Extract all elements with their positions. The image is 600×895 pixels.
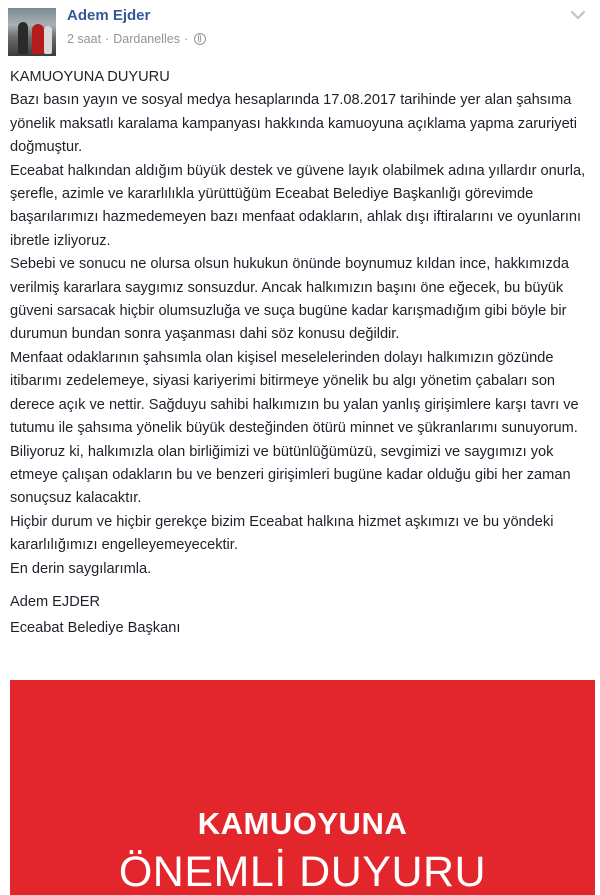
post-heading: KAMUOYUNA DUYURU: [10, 69, 170, 85]
signature-block: [10, 589, 594, 641]
attached-image[interactable]: [10, 680, 595, 895]
post-body: [10, 66, 594, 641]
globe-icon[interactable]: [194, 33, 206, 45]
meta-separator: ·: [105, 32, 110, 46]
post-paragraph: En derin saygılarımla.: [10, 560, 152, 577]
author-name-link[interactable]: Adem Ejder: [67, 7, 151, 24]
post-paragraph: Eceabat halkından aldığım büyük destek ve güvene layık olabilmek adına yıllardır onurla, şerefle, azimle ve kararlılıkla yürüttüğüm Eceabat Belediye Başkanlığı görevimde başarılarımızı hazmedemeyen bazı menfaat odakların, ahlak dışı iftiralarını ve oyunlarını ibretle izliyoruz.: [10, 162, 586, 249]
post-time[interactable]: 2 saat: [67, 32, 102, 46]
chevron-down-icon[interactable]: [570, 8, 586, 22]
post-paragraph: Sebebi ve sonucu ne olursa olsun hukukun önünde boynumuz kıldan ince, hakkımızda verilmiş kararlara saygımız sonsuzdur. Ancak halkımızın başını öne eğecek, bu büyük güveni sarsacak hiçbir olumsuzluğa ve suça bugüne kadar karışmadığım gibi böyle bir durumun bundan sonra yaşanması dahi söz konusu değildir.: [10, 256, 569, 343]
avatar[interactable]: [8, 8, 56, 56]
meta-separator-privacy: ·: [183, 32, 189, 46]
signature-title: Eceabat Belediye Başkanı: [10, 619, 181, 636]
post-header: [0, 0, 600, 60]
post-meta: [67, 32, 206, 46]
signature-name: Adem EJDER: [10, 593, 101, 610]
post-location[interactable]: Dardanelles: [113, 32, 180, 46]
post-paragraph: Menfaat odaklarının şahsımla olan kişisel meselelerinden dolayı halkımızın gözünde itibarımı zedelemeye, siyasi kariyerimi bitirmeye yönelik bu algı yönetim çabaları son derece açık ve nettir. Sağduyu sahibi halkımızın bu yalan yanlış girişimlere karşı tavrı ve tutumu ile şahsıma yönelik büyük desteğinden ötürü minnet ve şükranlarımı sunuyorum.: [10, 349, 579, 437]
image-text-line2: ÖNEMLİ DUYURU: [118, 848, 487, 895]
image-text-line1: KAMUOYUNA: [197, 806, 408, 841]
post-paragraph: Bazı basın yayın ve sosyal medya hesaplarında 17.08.2017 tarihinde yer alan şahsıma yönelik maksatlı karalama kampanyası hakkında kamuoyuna açıklama yapma zaruriyeti doğmuştur.: [10, 92, 577, 156]
post-paragraph: Biliyoruz ki, halkımızla olan birliğimizi ve bütünlüğümüzü, sevgimizi ve saygımızı yok etmeye çalışan odakların bu ve benzeri girişimleri bugüne kadar olduğu gibi her zaman sonuçsuz kalacaktır.: [10, 443, 571, 507]
post-paragraph: Hiçbir durum ve hiçbir gerekçe bizim Eceabat halkına hizmet aşkımızı ve bu yöndeki kararlılığımızı engelleyemeyecektir.: [10, 513, 554, 554]
